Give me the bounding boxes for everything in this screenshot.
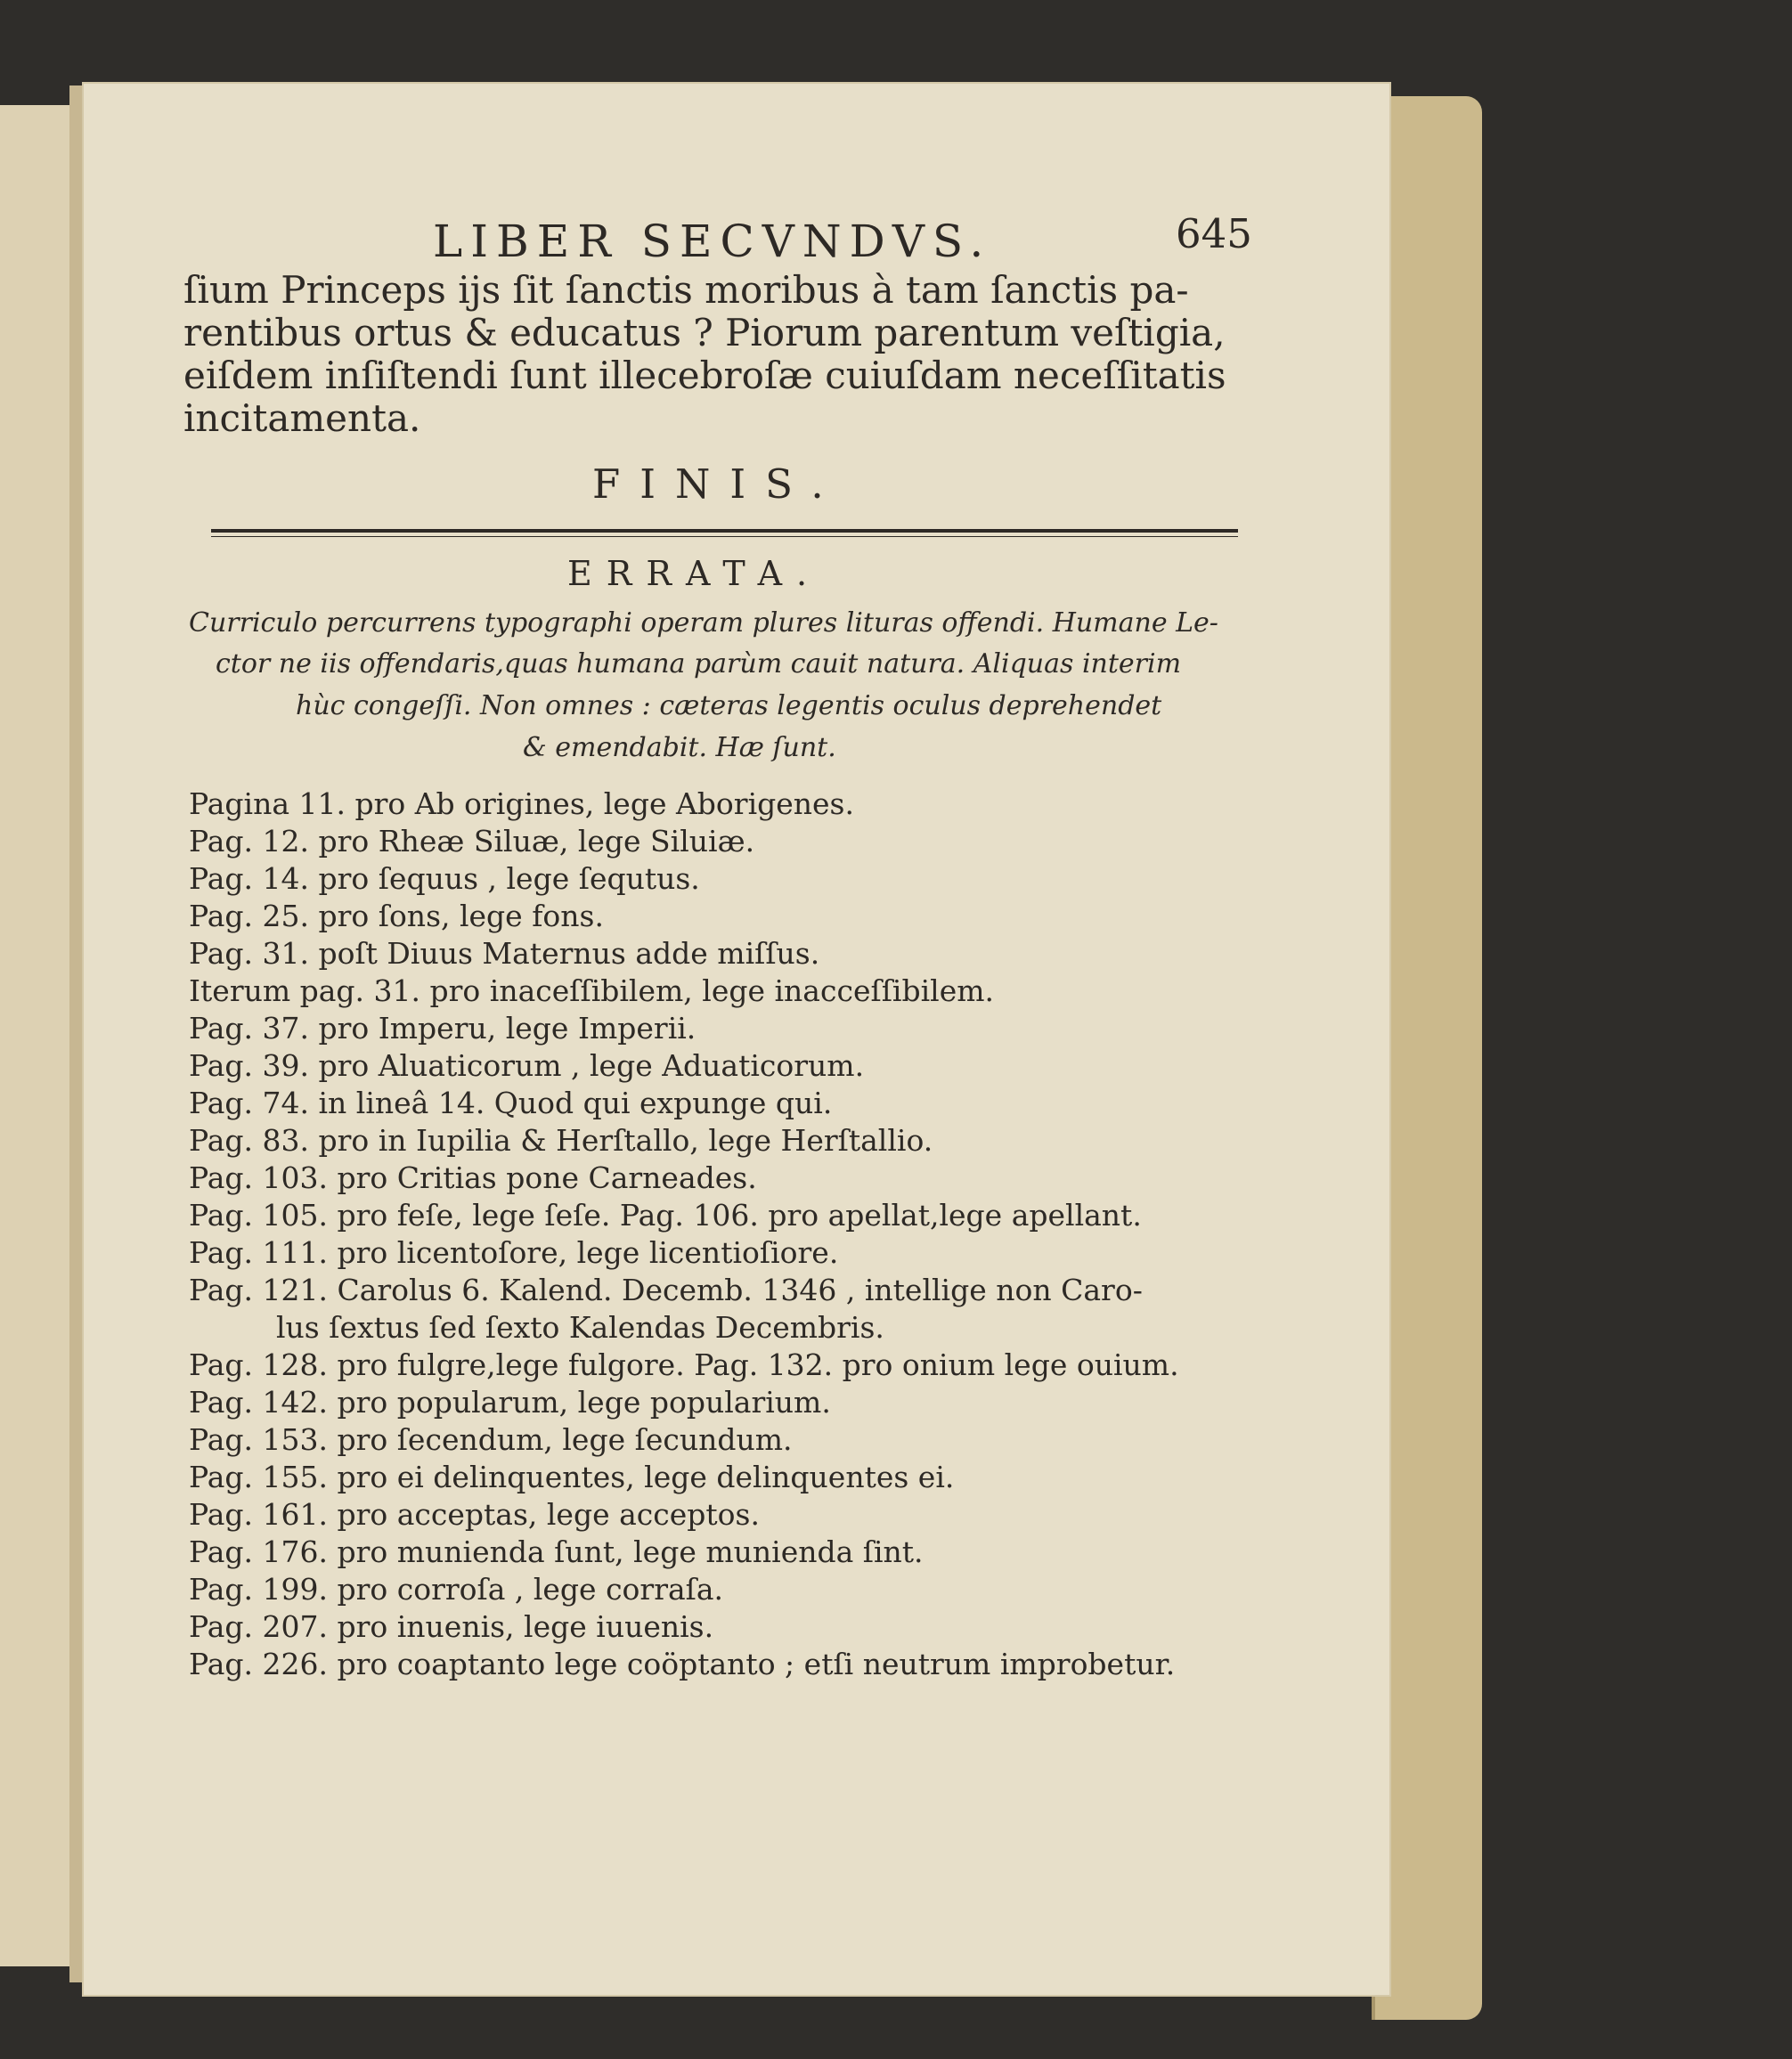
errata-intro-line: ctor ne iis offendaris,quas humana parùm cauit natura. Aliquas interim [216, 648, 1182, 680]
errata-item-continuation: lus ſextus ſed ſexto Kalendas Decembris. [276, 1310, 884, 1345]
errata-item: Pag. 37. pro Imperu, lege Imperii. [189, 1011, 696, 1046]
finis-heading: FINIS. [592, 460, 843, 508]
paragraph-line: incitamenta. [183, 396, 421, 440]
errata-item: Pag. 128. pro fulgre,lege fulgore. Pag. 132. pro onium lege ouium. [189, 1347, 1179, 1382]
errata-item: Pag. 207. pro inuenis, lege iuuenis. [189, 1609, 714, 1644]
errata-title: ERRATA. [567, 554, 822, 593]
errata-item: Pag. 103. pro Critias pone Carneades. [189, 1160, 757, 1195]
errata-intro-line: & emendabit. Hæ ſunt. [523, 732, 836, 763]
errata-intro-line: hùc congeſſi. Non omnes : cæteras legentis oculus deprehendet [296, 690, 1162, 721]
errata-item: Pag. 12. pro Rheæ Siluæ, lege Siluiæ. [189, 824, 755, 859]
errata-item: Pag. 142. pro popularum, lege popularium. [189, 1385, 831, 1420]
errata-item: Pag. 105. pro feſe, lege ſeſe. Pag. 106. pro apellat,lege apellant. [189, 1198, 1142, 1233]
errata-item: Pag. 74. in lineâ 14. Quod qui expunge qui. [189, 1086, 833, 1120]
errata-item: Iterum pag. 31. pro inaceſſibilem, lege inacceſſibilem. [189, 973, 995, 1008]
running-head: LIBER SECVNDVS. [433, 216, 992, 267]
errata-item: Pag. 83. pro in Iupilia & Herſtallo, lege Herſtallio. [189, 1123, 933, 1158]
errata-list [189, 785, 1320, 1683]
errata-item: Pag. 153. pro ſecendum, lege ſecundum. [189, 1422, 793, 1457]
page-text [82, 82, 1391, 1997]
paragraph-line: rentibus ortus & educatus ? Piorum parentum veſtigia, [183, 311, 1226, 354]
errata-item: Pag. 176. pro munienda ſunt, lege munienda ſint. [189, 1534, 924, 1569]
errata-item: Pag. 39. pro Aluaticorum , lege Aduaticorum. [189, 1048, 865, 1083]
paragraph-line: ſium Princeps ijs ſit ſanctis moribus à tam ſanctis pa- [183, 268, 1189, 312]
errata-item: Pag. 111. pro licentoſore, lege licentioſiore. [189, 1235, 839, 1270]
errata-item: Pag. 31. poſt Diuus Maternus adde miſſus. [189, 936, 820, 971]
errata-item: Pag. 199. pro corroſa , lege corraſa. [189, 1572, 724, 1607]
errata-item: Pagina 11. pro Ab origines, lege Aborigenes. [189, 786, 854, 821]
paragraph-line: eiſdem inſiſtendi ſunt illecebroſæ cuiuſdam neceſſitatis [183, 354, 1226, 397]
printed-page [82, 82, 1391, 1997]
errata-item: Pag. 14. pro ſequus , lege ſequtus. [189, 861, 700, 896]
page-number: 645 [1176, 210, 1252, 257]
errata-item: Pag. 161. pro acceptas, lege acceptos. [189, 1497, 760, 1532]
errata-item: Pag. 121. Carolus 6. Kalend. Decemb. 1346 , intellige non Caro- [189, 1273, 1143, 1307]
left-page-edge [0, 105, 72, 1966]
section-rule [211, 529, 1238, 533]
errata-intro-line: Curriculo percurrens typographi operam plures lituras offendi. Humane Le- [189, 607, 1218, 639]
errata-item: Pag. 155. pro ei delinquentes, lege delinquentes ei. [189, 1460, 955, 1494]
closing-paragraph [183, 269, 1319, 440]
section-rule-thin [211, 536, 1238, 537]
errata-item: Pag. 25. pro ſons, lege fons. [189, 899, 604, 933]
errata-item: Pag. 226. pro coaptanto lege coöptanto ; etſi neutrum improbetur. [189, 1647, 1176, 1681]
